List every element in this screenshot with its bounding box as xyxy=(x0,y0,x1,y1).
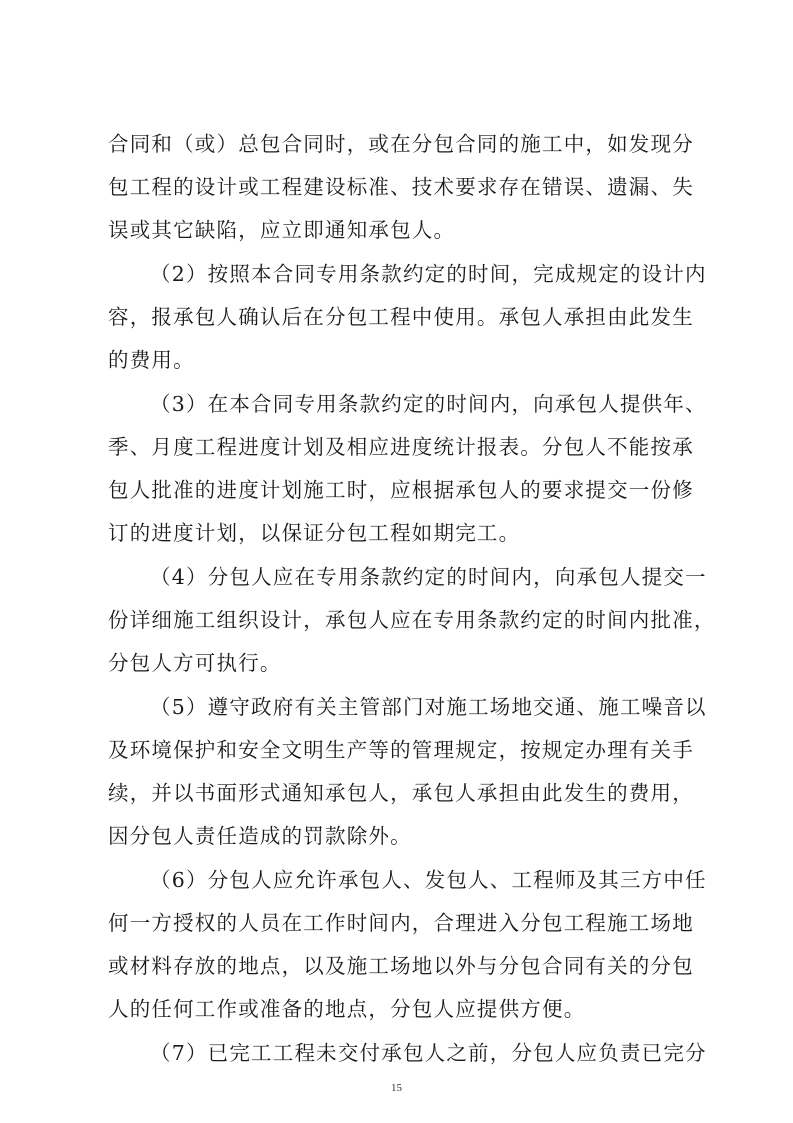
text-line: 因分包人责任造成的罚款除外。 xyxy=(108,824,412,848)
text-line: 份详细施工组织设计，承包人应在专用条款约定的时间内批准， xyxy=(108,608,716,632)
text-line: 何一方授权的人员在工作时间内，合理进入分包工程施工场地 xyxy=(108,911,694,935)
text-line: 包人批准的进度计划施工时，应根据承包人的要求提交一份修 xyxy=(108,478,694,502)
paragraph-6-start: （6）分包人应允许承包人、发包人、工程师及其三方中任 xyxy=(150,868,707,892)
text-line: 续，并以书面形式通知承包人，承包人承担由此发生的费用， xyxy=(108,781,694,805)
text-line: 容，报承包人确认后在分包工程中使用。承包人承担由此发生 xyxy=(108,305,694,329)
text-line: 或材料存放的地点，以及施工场地以外与分包合同有关的分包 xyxy=(108,954,694,978)
text-line: 人的任何工作或准备的地点，分包人应提供方便。 xyxy=(108,997,586,1021)
text-line: 及环境保护和安全文明生产等的管理规定，按规定办理有关手 xyxy=(108,738,694,762)
paragraph-5-start: （5）遵守政府有关主管部门对施工场地交通、施工噪音以 xyxy=(150,695,707,719)
paragraph-3-start: （3）在本合同专用条款约定的时间内，向承包人提供年、 xyxy=(150,392,707,416)
text-line: 季、月度工程进度计划及相应进度统计报表。分包人不能按承 xyxy=(108,435,694,459)
paragraph-2-start: （2）按照本合同专用条款约定的时间，完成规定的设计内 xyxy=(150,262,707,286)
paragraph-7-start: （7）已完工工程未交付承包人之前，分包人应负责已完分 xyxy=(150,1041,707,1065)
text-line: 误或其它缺陷，应立即通知承包人。 xyxy=(108,218,456,242)
paragraph-4-start: （4）分包人应在专用条款约定的时间内，向承包人提交一 xyxy=(150,565,707,589)
text-line: 的费用。 xyxy=(108,348,195,372)
page-number: 15 xyxy=(391,1082,402,1094)
text-line: 合同和（或）总包合同时，或在分包合同的施工中，如发现分 xyxy=(108,132,694,156)
text-line: 分包人方可执行。 xyxy=(108,651,282,675)
text-line: 包工程的设计或工程建设标准、技术要求存在错误、遗漏、失 xyxy=(108,175,694,199)
text-line: 订的进度计划，以保证分包工程如期完工。 xyxy=(108,521,521,545)
